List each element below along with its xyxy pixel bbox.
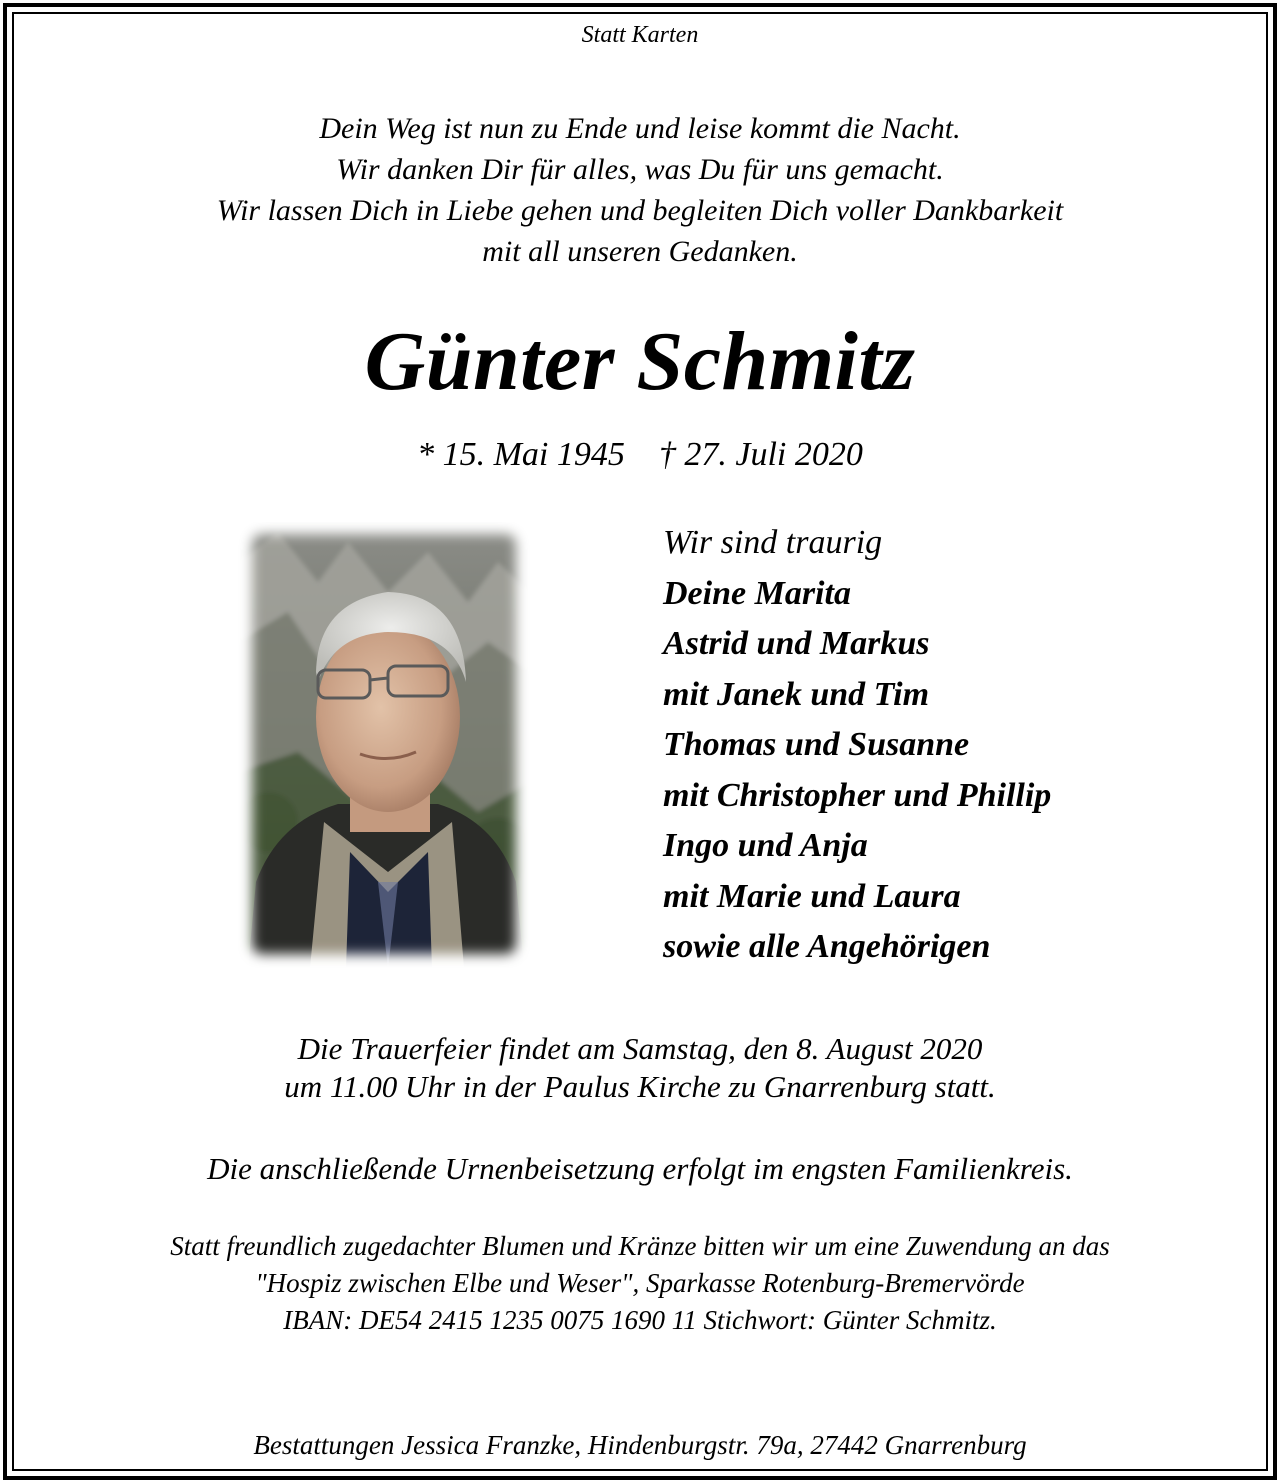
donation-line: Statt freundlich zugedachter Blumen und Kränze bitten wir um eine Zuwendung an das <box>170 1231 1110 1261</box>
poem-line: mit all unseren Gedanken. <box>482 235 798 268</box>
donation-line: "Hospiz zwischen Elbe und Weser", Sparkasse Rotenburg-Bremervörde <box>255 1268 1025 1298</box>
poem-line: Wir danken Dir für alles, was Du für uns gemacht. <box>336 153 944 186</box>
poem <box>0 108 1280 272</box>
mourner-name: mit Christopher und Phillip <box>663 776 1052 814</box>
poem-line: Wir lassen Dich in Liebe gehen und begleiten Dich voller Dankbarkeit <box>216 194 1064 227</box>
ceremony-line: Die Trauerfeier findet am Samstag, den 8. August 2020 <box>297 1031 983 1066</box>
undertaker-address: Bestattungen Jessica Franzke, Hindenburgstr. 79a, 27442 Gnarrenburg <box>253 1430 1027 1460</box>
urn-burial-note: Die anschließende Urnenbeisetzung erfolgt im engsten Familienkreis. <box>207 1151 1073 1186</box>
ceremony-line: um 11.00 Uhr in der Paulus Kirche zu Gnarrenburg statt. <box>284 1069 996 1104</box>
mourner-name: Ingo und Anja <box>663 827 868 864</box>
portrait-photo <box>238 522 530 968</box>
mourner-name: Astrid und Markus <box>663 625 930 662</box>
donation-line: IBAN: DE54 2415 1235 0075 1690 11 Stichwort: Günter Schmitz. <box>283 1305 997 1335</box>
deceased-name: Günter Schmitz <box>364 315 916 408</box>
statt-karten-label: Statt Karten <box>581 22 699 48</box>
birth-date: * 15. Mai 1945 <box>417 436 625 473</box>
mourners-list <box>663 518 1051 973</box>
mourners-lead: Wir sind traurig <box>663 524 883 561</box>
life-dates <box>0 434 1280 476</box>
mourner-name: Deine Marita <box>663 574 851 612</box>
mourner-name: mit Marie und Laura <box>663 877 961 915</box>
death-date: † 27. Juli 2020 <box>658 436 863 473</box>
ceremony-info <box>0 1030 1280 1106</box>
poem-line: Dein Weg ist nun zu Ende und leise kommt die Nacht. <box>319 112 961 145</box>
mourner-name: Thomas und Susanne <box>663 726 970 763</box>
mourner-name: mit Janek und Tim <box>663 675 930 713</box>
donation-info <box>0 1228 1280 1339</box>
mourner-name: sowie alle Angehörigen <box>663 928 991 965</box>
